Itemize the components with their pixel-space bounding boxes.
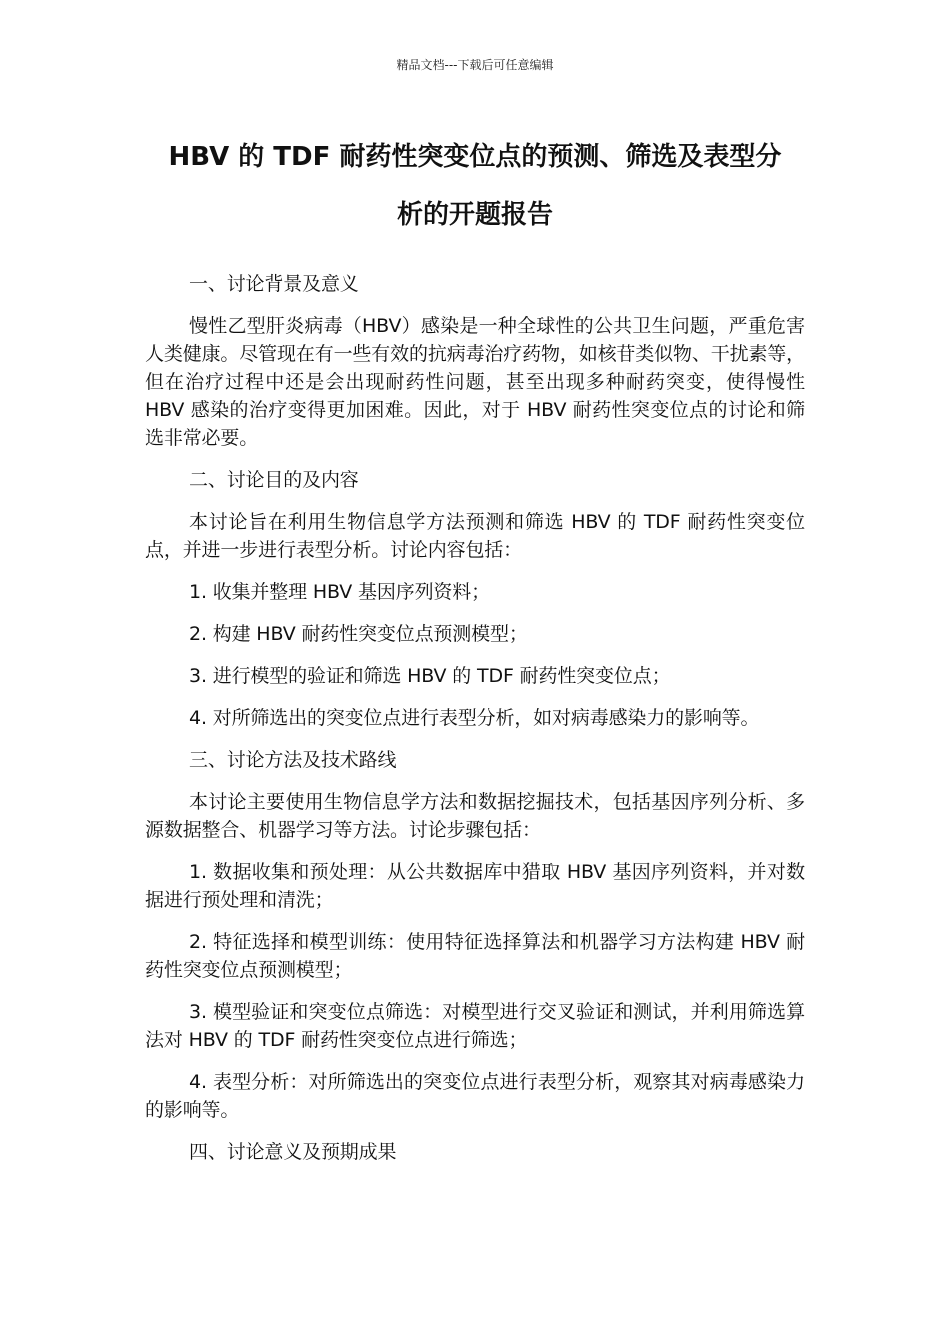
section-1-paragraph: 慢性乙型肝炎病毒（HBV）感染是一种全球性的公共卫生问题，严重危害人类健康。尽管现在有一些有效的抗病毒治疗药物，如核苷类似物、干扰素等，但在治疗过程中还是会出现耐药性问题，甚至出现多种耐药突变，使得慢性 HBV 感染的治疗变得更加困难。因此，对于 HBV 耐药性突变位点的讨论和筛选非常必要。 bbox=[145, 315, 805, 449]
section-2-item-3: 3. 进行模型的验证和筛选 HBV 的 TDF 耐药性突变位点； bbox=[189, 665, 671, 687]
section-2-item-4: 4. 对所筛选出的突变位点进行表型分析，如对病毒感染力的影响等。 bbox=[189, 707, 760, 729]
section-3-item-4: 4. 表型分析：对所筛选出的突变位点进行表型分析，观察其对病毒感染力的影响等。 bbox=[145, 1071, 805, 1121]
section-2-item-1: 1. 收集并整理 HBV 基因序列资料； bbox=[189, 581, 490, 603]
section-3-item-3: 3. 模型验证和突变位点筛选：对模型进行交叉验证和测试，并利用筛选算法对 HBV 的 TDF 耐药性突变位点进行筛选； bbox=[145, 1001, 805, 1051]
section-2-item-2: 2. 构建 HBV 耐药性突变位点预测模型； bbox=[189, 623, 528, 645]
section-4-heading: 四、讨论意义及预期成果 bbox=[189, 1141, 397, 1163]
section-1-heading: 一、讨论背景及意义 bbox=[189, 273, 359, 295]
section-3-item-2: 2. 特征选择和模型训练：使用特征选择算法和机器学习方法构建 HBV 耐药性突变位点预测模型； bbox=[145, 931, 805, 981]
section-3-paragraph: 本讨论主要使用生物信息学方法和数据挖掘技术，包括基因序列分析、多源数据整合、机器学习等方法。讨论步骤包括： bbox=[145, 791, 805, 841]
document-body bbox=[145, 270, 805, 1180]
title-line-1: HBV 的 TDF 耐药性突变位点的预测、筛选及表型分 bbox=[168, 142, 782, 172]
title-line-2: 析的开题报告 bbox=[396, 200, 553, 230]
document-title bbox=[120, 128, 830, 244]
section-3-item-1: 1. 数据收集和预处理：从公共数据库中猎取 HBV 基因序列资料，并对数据进行预处理和清洗； bbox=[145, 861, 805, 911]
section-2-heading: 二、讨论目的及内容 bbox=[189, 469, 359, 491]
page-header: 精品文档---下载后可任意编辑 bbox=[396, 58, 554, 72]
section-3-heading: 三、讨论方法及技术路线 bbox=[189, 749, 397, 771]
section-2-paragraph: 本讨论旨在利用生物信息学方法预测和筛选 HBV 的 TDF 耐药性突变位点，并进一步进行表型分析。讨论内容包括： bbox=[145, 511, 805, 561]
